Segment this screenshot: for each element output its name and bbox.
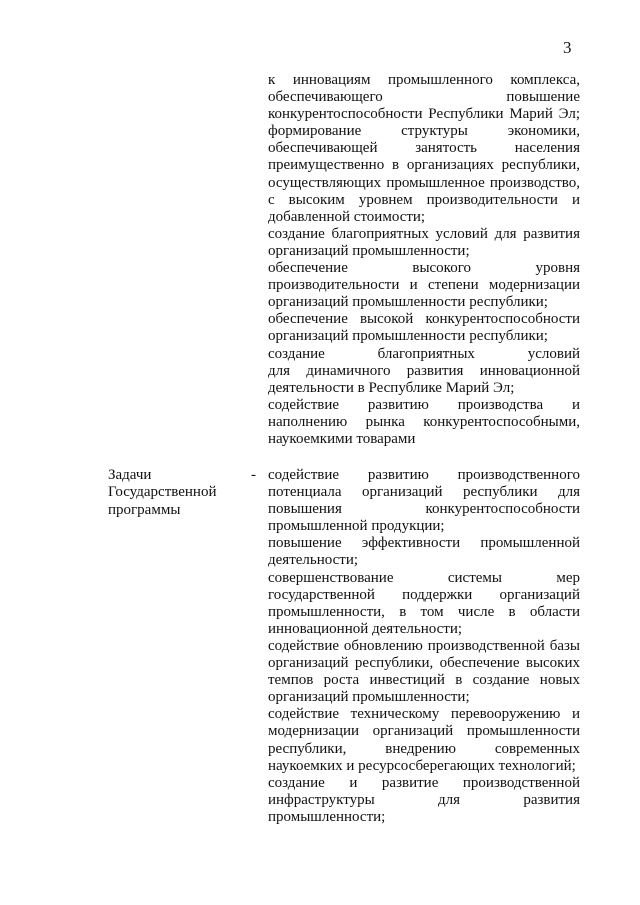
text-line: темпов роста инвестиций в создание новых [268,672,580,689]
text-line: осуществляющих промышленное производство, [268,174,580,191]
text-line: создание благоприятных условий для развития [268,225,580,242]
text-line: добавленной стоимости; [268,208,426,225]
text-line: производительности и степени модернизации [268,277,580,294]
text-line: повышение эффективности промышленной [268,535,580,552]
text-line: модернизации организаций промышленности [268,723,580,740]
text-line: организаций республики, обеспечение высоких [268,655,580,672]
text-line: потенциала организаций республики для [268,484,580,501]
tasks-text-block [268,467,580,826]
text-line: обеспечение высокого уровня [268,260,580,277]
text-line: содействие обновлению производственной базы [268,637,580,654]
text-line: содействие развитию производства и [268,396,580,413]
text-line: промышленности, в том числе в области [268,603,580,620]
label-line: программы [108,501,181,518]
text-line: деятельности в Республике Марий Эл; [268,379,515,396]
separator-dash: - [251,467,256,483]
text-line: обеспечивающего повышение [268,89,580,106]
text-line: формирование структуры экономики, [268,123,580,140]
label-line: Государственной [108,484,217,501]
tasks-label [108,467,248,519]
text-line: организаций промышленности; [268,242,470,259]
text-line: наукоемкими товарами [268,430,416,447]
text-line: республики, внедрению современных [268,740,580,757]
text-line: создание благоприятных условий [268,345,580,362]
text-line: организаций промышленности; [268,689,470,706]
text-line: организаций промышленности республики; [268,294,548,311]
text-line: обеспечение высокой конкурентоспособности [268,311,580,328]
text-line: государственной поддержки организаций [268,586,580,603]
text-line: для динамичного развития инновационной [268,362,580,379]
text-line: совершенствование системы мер [268,569,580,586]
page-number: 3 [563,38,572,57]
text-line: содействие развитию производственного [268,467,580,483]
text-line: конкурентоспособности Республики Марий Эл; [268,106,580,123]
text-line: организаций промышленности республики; [268,328,548,345]
text-line: инновационной деятельности; [268,620,463,637]
label-line: Задачи [108,467,152,483]
text-line: промышленной продукции; [268,518,445,535]
text-line: наполнению рынка конкурентоспособными, [268,413,580,430]
text-line: преимущественно в организациях республики, [268,157,580,174]
text-line: создание и развитие производственной [268,774,580,791]
goals-text-block [268,72,580,448]
text-line: повышения конкурентоспособности [268,501,580,518]
text-line: промышленности; [268,808,386,825]
text-line: деятельности; [268,552,359,569]
text-line: инфраструктуры для развития [268,791,580,808]
text-line: с высоким уровнем производительности и [268,191,580,208]
text-line: обеспечивающей занятость населения [268,140,580,157]
text-line: наукоемких и ресурсосберегающих технологий; [268,757,576,774]
text-line: содействие техническому перевооружению и [268,706,580,723]
text-line: к инновациям промышленного комплекса, [268,72,580,88]
